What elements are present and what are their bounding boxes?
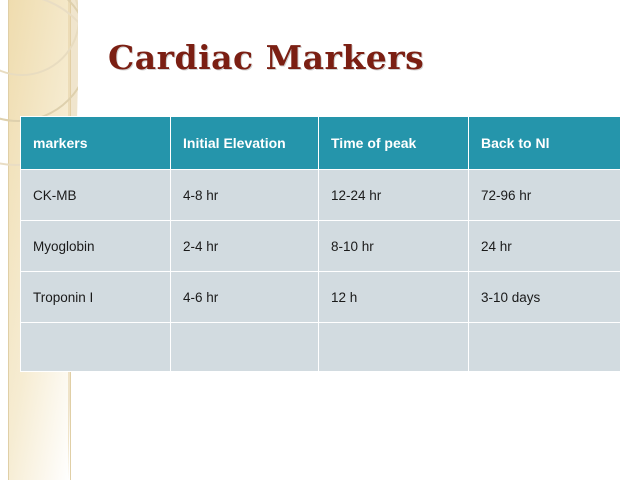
cell-time-of-peak: [319, 323, 469, 372]
cell-back-to-nl: 72-96 hr: [469, 170, 621, 221]
table-row: [21, 272, 621, 323]
table-row: [21, 170, 621, 221]
cell-initial-elevation: 2-4 hr: [171, 221, 319, 272]
cell-marker-name: [21, 323, 171, 372]
cell-back-to-nl: [469, 323, 621, 372]
cell-marker-name: CK-MB: [21, 170, 171, 221]
cell-time-of-peak: 8-10 hr: [319, 221, 469, 272]
table-row: [21, 323, 621, 372]
cell-back-to-nl: 24 hr: [469, 221, 621, 272]
cell-time-of-peak: 12-24 hr: [319, 170, 469, 221]
cell-initial-elevation: 4-6 hr: [171, 272, 319, 323]
column-header-markers: markers: [21, 117, 171, 170]
page-title: Cardiac Markers: [108, 38, 425, 77]
cell-marker-name: Troponin I: [21, 272, 171, 323]
column-header-back-to-nl: Back to Nl: [469, 117, 621, 170]
cell-initial-elevation: 4-8 hr: [171, 170, 319, 221]
table-row: [21, 221, 621, 272]
cell-initial-elevation: [171, 323, 319, 372]
column-header-time-of-peak: Time of peak: [319, 117, 469, 170]
cardiac-markers-table: [20, 116, 620, 372]
cell-time-of-peak: 12 h: [319, 272, 469, 323]
column-header-initial-elevation: Initial Elevation: [171, 117, 319, 170]
cell-back-to-nl: 3-10 days: [469, 272, 621, 323]
cell-marker-name: Myoglobin: [21, 221, 171, 272]
table-header-row: [21, 117, 621, 170]
